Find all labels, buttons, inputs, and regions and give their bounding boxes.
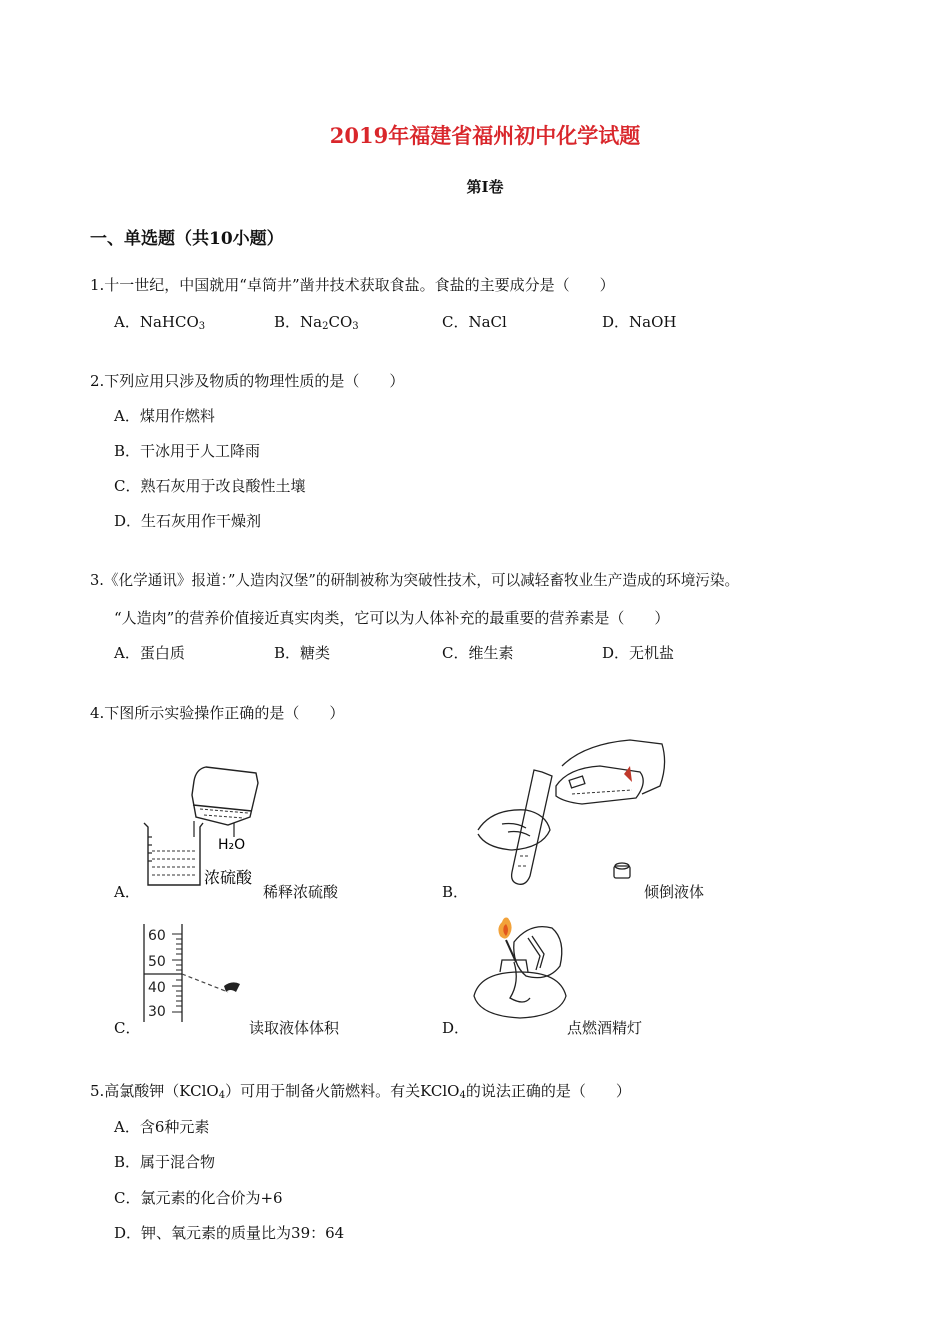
- q5-option-a: A．含6种元素: [114, 1118, 210, 1136]
- question-2-stem: 2.下列应用只涉及物质的物理性质的是（ ）: [90, 372, 405, 390]
- q5-option-c: C．氯元素的化合价为+6: [114, 1189, 283, 1207]
- q4-option-a-letter: A．: [114, 883, 140, 901]
- q1-option-b: B．$Na_2CO_3$: [274, 313, 359, 332]
- pouring-liquid-figure: [472, 738, 672, 888]
- q4-option-d-letter: D．: [442, 1019, 470, 1037]
- alcohol-lamp-figure: [470, 912, 570, 1024]
- q3-option-a: A．蛋白质: [114, 644, 185, 662]
- q1-option-c: C．NaCl: [442, 313, 507, 331]
- tick-30: 30: [148, 1004, 166, 1020]
- q4-option-d-caption: 点燃酒精灯: [567, 1019, 643, 1037]
- q1-option-d: D．NaOH: [602, 313, 677, 331]
- q4-option-c-letter: C．: [114, 1019, 141, 1037]
- q4-option-c-caption: 读取液体体积: [249, 1019, 340, 1037]
- volume-heading: 第Ⅰ卷: [466, 178, 504, 196]
- q3-option-b: B．糖类: [274, 644, 331, 662]
- q4-option-b-caption: 倾倒液体: [644, 883, 705, 901]
- section-heading: 一、单选题（共10小题）: [90, 229, 284, 249]
- question-3-stem-line2: “人造肉”的营养价值接近真实肉类，它可以为人体补充的最重要的营养素是（ ）: [114, 609, 670, 627]
- beaker-dilution-figure: [140, 765, 265, 890]
- graduated-cylinder-figure: [140, 922, 250, 1024]
- q5-option-d: D．钾、氧元素的质量比为39：64: [114, 1224, 345, 1242]
- q5-option-b: B．属于混合物: [114, 1153, 216, 1171]
- q1-option-a: A．NaHCO$_3$: [114, 313, 206, 332]
- q2-option-d: D．生石灰用作干燥剂: [114, 512, 262, 530]
- water-label: H₂O: [218, 837, 246, 853]
- q4-option-a-caption: 稀释浓硫酸: [263, 883, 339, 901]
- question-3-stem-line1: 3.《化学通讯》报道：”人造肉汉堡”的研制被称为突破性技术，可以减轻畜牧业生产造成的环境污染。: [90, 572, 740, 589]
- tick-60: 60: [148, 928, 166, 944]
- question-4-stem: 4.下图所示实验操作正确的是（ ）: [90, 704, 345, 722]
- q2-option-a: A．煤用作燃料: [114, 407, 215, 425]
- question-5-stem: 5.高氯酸钾（KClO$_4$）可用于制备火箭燃料。有关KClO$_4$的说法正确的是（ ）: [90, 1082, 631, 1101]
- page-title: 2019年福建省福州初中化学试题: [329, 123, 641, 148]
- q2-option-c: C．熟石灰用于改良酸性土壤: [114, 477, 306, 495]
- q3-option-c: C．维生素: [442, 644, 514, 662]
- tick-50: 50: [148, 954, 166, 970]
- q4-option-b-letter: B．: [442, 883, 469, 901]
- tick-40: 40: [148, 980, 166, 996]
- question-1-stem: 1.十一世纪，中国就用“卓筒井”凿井技术获取食盐。食盐的主要成分是（ ）: [90, 276, 615, 294]
- q3-option-d: D．无机盐: [602, 644, 675, 662]
- q2-option-b: B．干冰用于人工降雨: [114, 442, 261, 460]
- acid-label: 浓硫酸: [204, 868, 253, 887]
